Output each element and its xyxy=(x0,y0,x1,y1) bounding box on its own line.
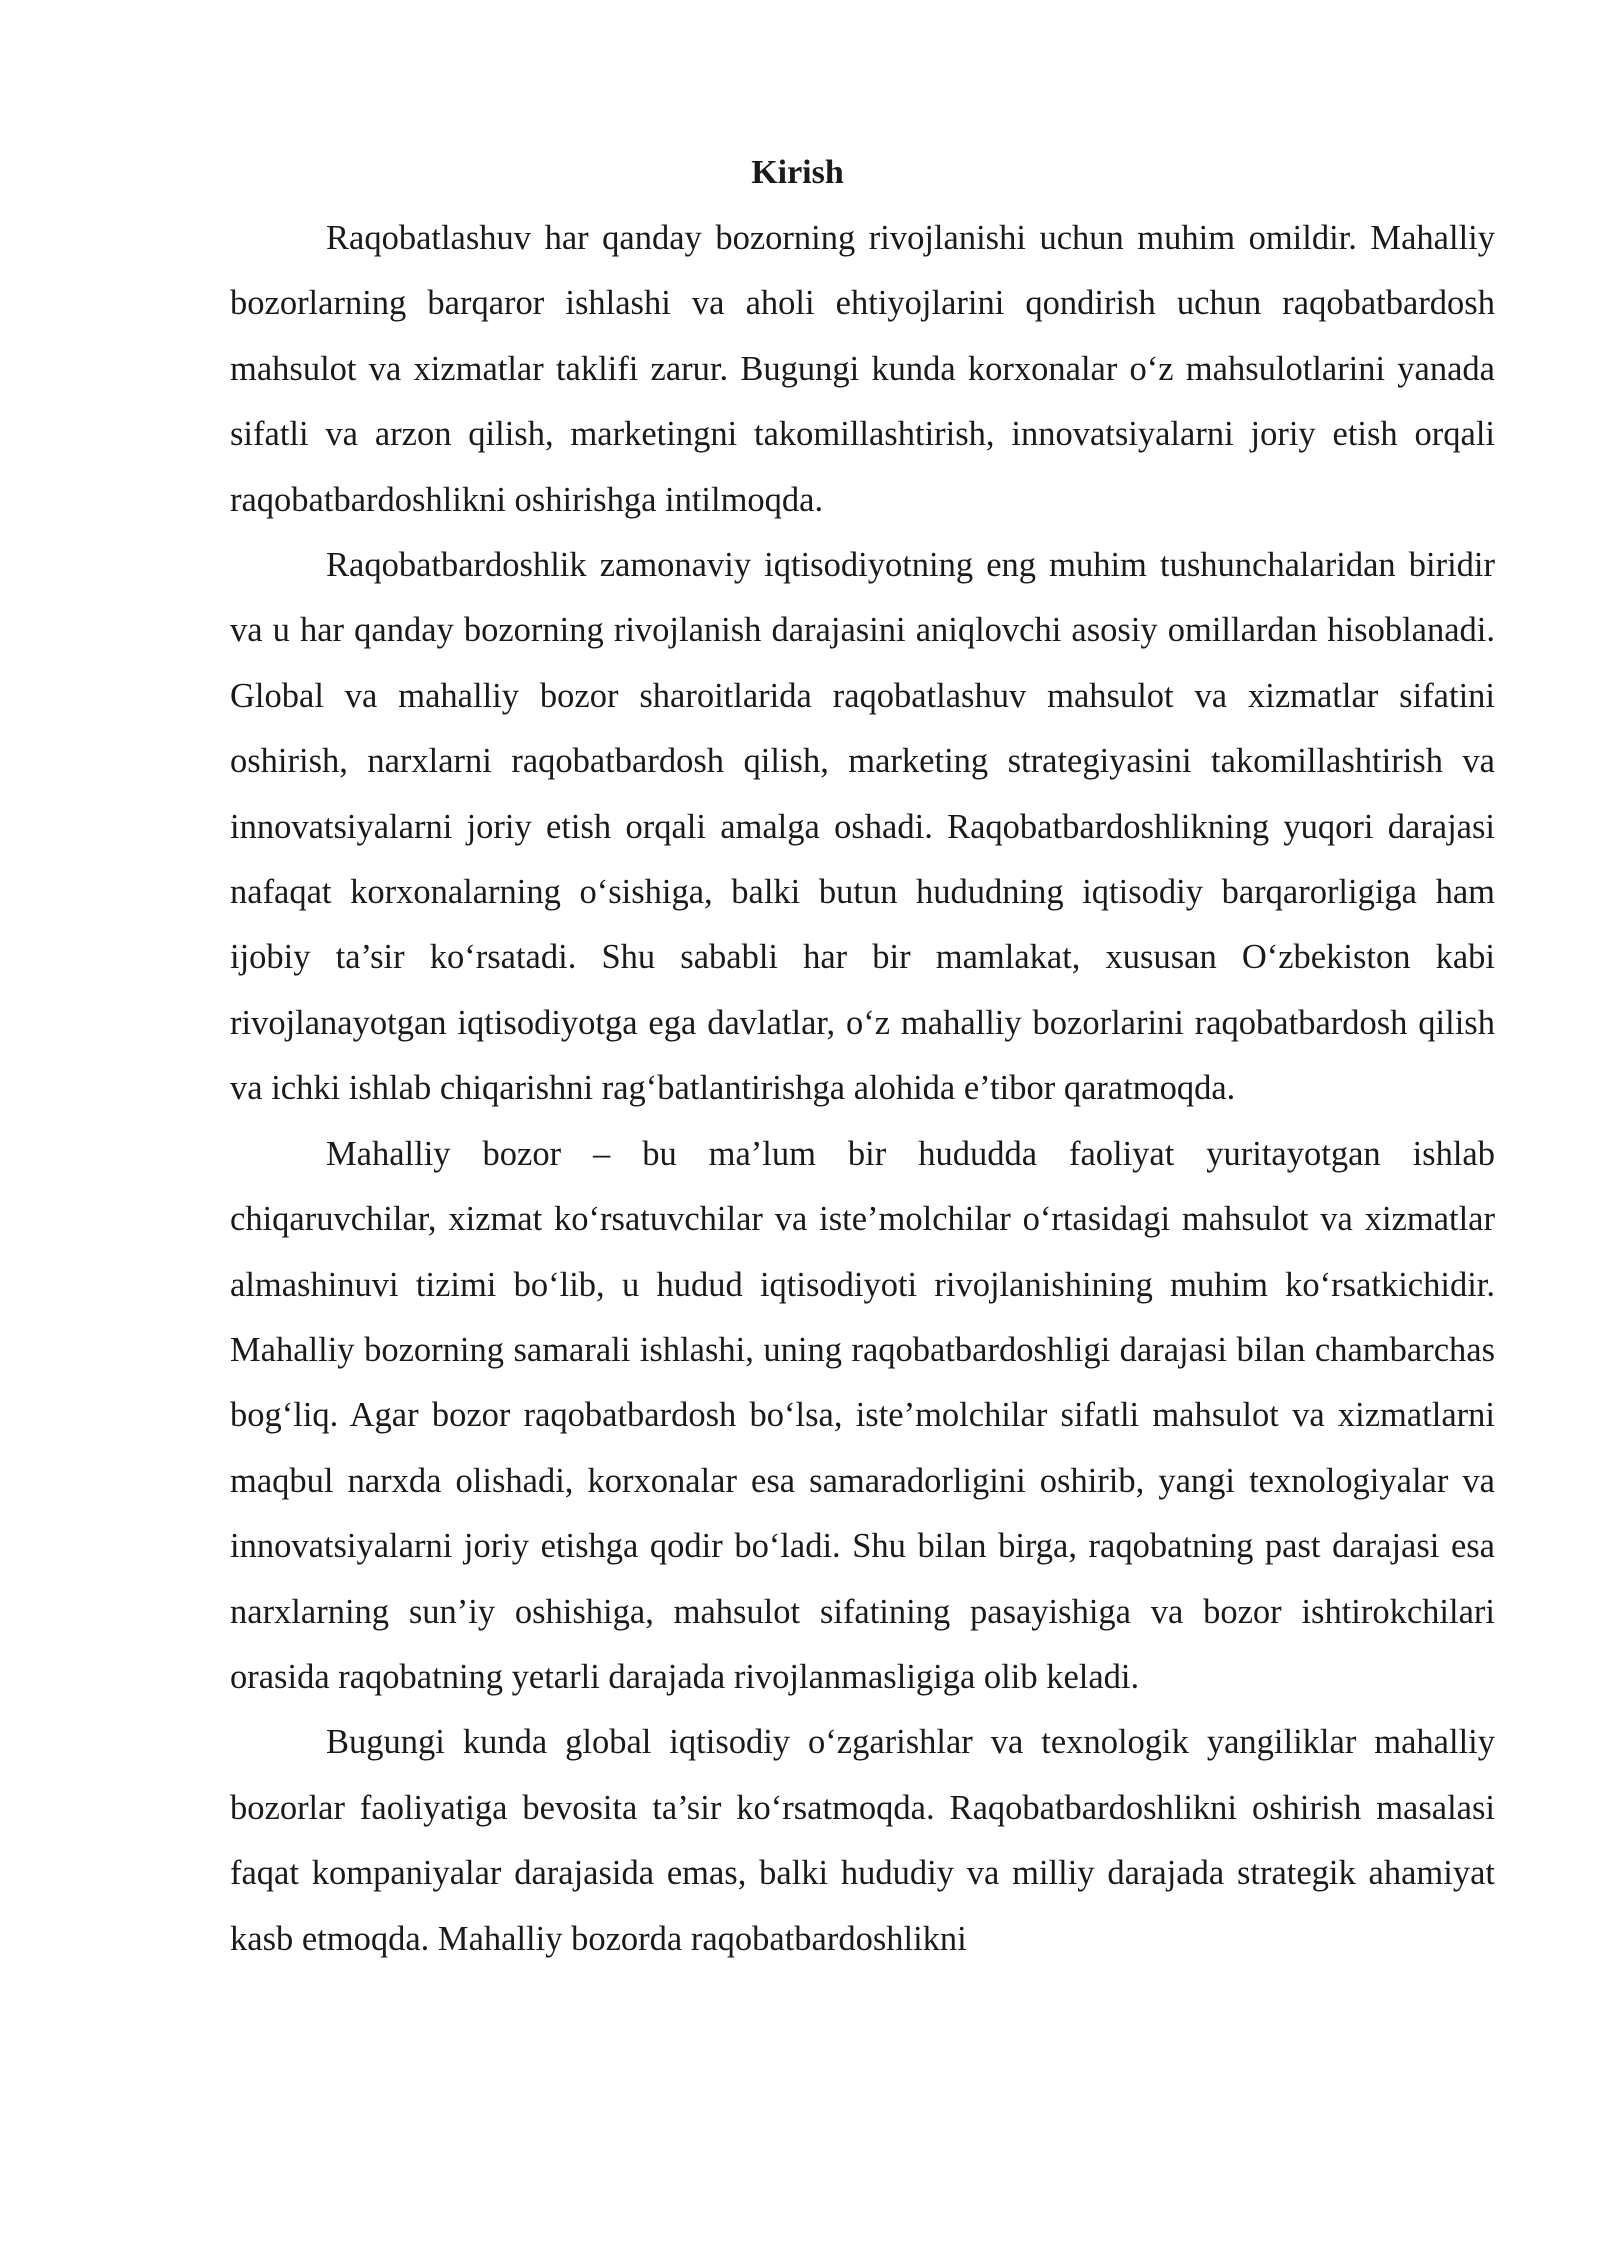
document-title: Kirish xyxy=(751,154,844,191)
paragraph-2: Raqobatbardoshlik zamonaviy iqtisodiyotning eng muhim tushunchalaridan biridir va u har qanday bozorning rivojlanish darajasini aniqlovchi asosiy omillardan hisoblanadi. Global va mahalliy bozor sharoitlarida raqobatlashuv mahsulot va xizmatlar sifatini oshirish, narxlarni raqobatbardosh qilish, marketing strategiyasini takomillashtirish va innovatsiyalarni joriy etish orqali amalga oshadi. Raqobatbardoshlikning yuqori darajasi nafaqat korxonalarning o‘sishiga, balki butun hududning iqtisodiy barqarorligiga ham ijobiy ta’sir ko‘rsatadi. Shu sababli har bir mamlakat, xususan O‘zbekiston kabi rivojlanayotgan iqtisodiyotga ega davlatlar, o‘z mahalliy bozorlarini raqobatbardosh qilish va ichki ishlab chiqarishni rag‘batlantirishga alohida e’tibor qaratmoqda. xyxy=(230,546,1495,1108)
paragraph-4: Bugungi kunda global iqtisodiy o‘zgarishlar va texnologik yangiliklar mahalliy bozorlar faoliyatiga bevosita ta’sir ko‘rsatmoqda. Raqobatbardoshlikni oshirish masalasi faqat kompaniyalar darajasida emas, balki hududiy va milliy darajada strategik ahamiyat kasb etmoqda. Mahalliy bozorda raqobatbardoshlikni xyxy=(230,1723,1495,1958)
document-body xyxy=(230,148,1495,1972)
paragraph-1: Raqobatlashuv har qanday bozorning rivojlanishi uchun muhim omildir. Mahalliy bozorlarning barqaror ishlashi va aholi ehtiyojlarini qondirish uchun raqobatbardosh mahsulot va xizmatlar taklifi zarur. Bugungi kunda korxonalar o‘z mahsulotlarini yanada sifatli va arzon qilish, marketingni takomillashtirish, innovatsiyalarni joriy etish orqali raqobatbardoshlikni oshirishga intilmoqda. xyxy=(230,219,1495,519)
paragraph-3: Mahalliy bozor – bu ma’lum bir hududda faoliyat yuritayotgan ishlab chiqaruvchilar, xizmat ko‘rsatuvchilar va iste’molchilar o‘rtasidagi mahsulot va xizmatlar almashinuvi tizimi bo‘lib, u hudud iqtisodiyoti rivojlanishining muhim ko‘rsatkichidir. Mahalliy bozorning samarali ishlashi, uning raqobatbardoshligi darajasi bilan chambarchas bog‘liq. Agar bozor raqobatbardosh bo‘lsa, iste’molchilar sifatli mahsulot va xizmatlarni maqbul narxda olishadi, korxonalar esa samaradorligini oshirib, yangi texnologiyalar va innovatsiyalarni joriy etishga qodir bo‘ladi. Shu bilan birga, raqobatning past darajasi esa narxlarning sun’iy oshishiga, mahsulot sifatining pasayishiga va bozor ishtirokchilari orasida raqobatning yetarli darajada rivojlanmasligiga olib keladi. xyxy=(230,1134,1495,1696)
